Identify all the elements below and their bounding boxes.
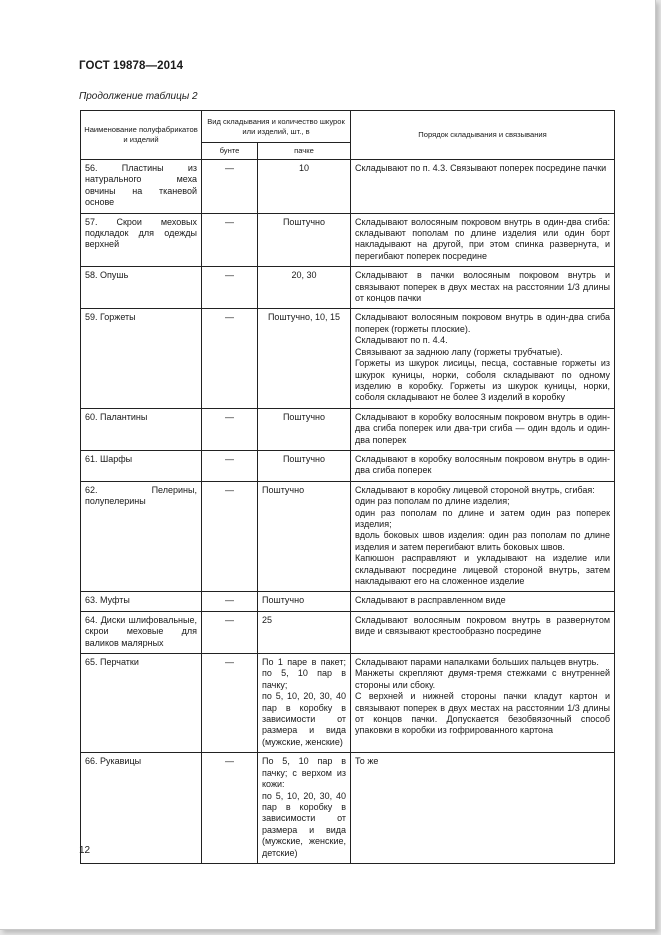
row-order: Складывают по п. 4.3. Связывают поперек посредине пачки [351,160,615,214]
table-header-row [81,111,615,143]
row-bunch: — [202,267,258,309]
table-row [81,592,615,611]
row-order: Складывают парами напалками больших пальцев внутрь. Манжеты скрепляют двумя-тремя стежками с внутренней стороны или сбоку. С верхней и нижней стороны пачки кладут картон и связывают поперек в двух местах на расстоянии 1/3 длины от концов пачки. Допускается безобвязочный способ упаковки в коробки из гофрированного картона [351,654,615,753]
table-row [81,309,615,408]
row-pack: По 1 паре в пакет; по 5, 10 пар в пачку; по 5, 10, 20, 30, 40 пар в коробку в зависимости от размера и вида (мужские, женские) [258,654,351,753]
row-name: 59. Горжеты [81,309,202,408]
table-row [81,267,615,309]
header-pack: пачке [258,143,351,160]
row-pack: 20, 30 [258,267,351,309]
row-name: 64. Диски шлифовальные, скрои меховые для валиков малярных [81,611,202,653]
row-pack: 10 [258,160,351,214]
table-row [81,611,615,653]
row-bunch: — [202,592,258,611]
table-row [81,408,615,450]
row-pack: Поштучно [258,408,351,450]
row-bunch: — [202,654,258,753]
row-pack: Поштучно [258,481,351,592]
row-pack: Поштучно [258,213,351,267]
row-name: 61. Шарфы [81,450,202,481]
header-fold-order: Порядок складывания и связывания [351,111,615,160]
row-order: Складывают в расправленном виде [351,592,615,611]
row-bunch: — [202,309,258,408]
row-name: 63. Муфты [81,592,202,611]
row-name: 66. Рукавицы [81,753,202,864]
row-order: То же [351,753,615,864]
header-fold-type: Вид складывания и количество шкурок или изделий, шт., в [202,111,351,143]
table-row [81,213,615,267]
row-pack: Поштучно [258,450,351,481]
row-order: Складывают в коробку лицевой стороной внутрь, сгибая: один раз пополам по длине изделия; один раз пополам по длине и затем один раз поперек изделия; вдоль боковых швов изделия: один раз пополам по длине изделия и затем перегибают влить боковых швов. Капюшон расправляют и укладывают на изделие или складывают посредине лицевой стороной внутрь, затем накладывают его на сложенное изделие [351,481,615,592]
header-product-name: Наименование полуфабрикатов и изделий [81,111,202,160]
row-order: Складывают волосяным покровом внутрь в развернутом виде и связывают крестообразно посредине [351,611,615,653]
row-name: 60. Палантины [81,408,202,450]
row-order: Складывают волосяным покровом внутрь в один-два сгиба поперек (горжеты плоские). Складывают по п. 4.4. Связывают за заднюю лапу (горжеты трубчатые). Горжеты из шкурок лисицы, песца, составные горжеты из шкурок куницы, норки, соболя складывают по одному изделию в коробку. Горжеты из шкурок куницы, норки, соболя складывают не более 3 изделий в коробку [351,309,615,408]
row-bunch: — [202,213,258,267]
row-pack: Поштучно [258,592,351,611]
row-name: 57. Скрои меховых подкладок для одежды верхней [81,213,202,267]
row-order: Складывают в коробку волосяным покровом внутрь в один-два сгиба поперек [351,450,615,481]
table-continuation-caption: Продолжение таблицы 2 [79,91,198,102]
row-bunch: — [202,160,258,214]
row-order: Складывают в пачки волосяным покровом внутрь и связывают поперек в двух местах на расстоянии 1/3 длины от концов пачки [351,267,615,309]
row-name: 62. Пелерины, полупелерины [81,481,202,592]
table-row [81,654,615,753]
row-bunch: — [202,450,258,481]
row-bunch: — [202,611,258,653]
header-bunch: бунте [202,143,258,160]
packing-table [80,110,615,864]
row-bunch: — [202,753,258,864]
row-name: 56. Пластины из натурального меха овчины на тканевой основе [81,160,202,214]
row-bunch: — [202,408,258,450]
document-code: ГОСТ 19878—2014 [79,60,184,72]
row-pack: По 5, 10 пар в пачку; с верхом из кожи: по 5, 10, 20, 30, 40 пар в коробку в зависимости от размера и вида (мужские, женские, детские) [258,753,351,864]
row-pack: Поштучно, 10, 15 [258,309,351,408]
table-row [81,753,615,864]
row-pack: 25 [258,611,351,653]
row-bunch: — [202,481,258,592]
row-order: Складывают в коробку волосяным покровом внутрь в один-два сгиба поперек или два-три сгиба — один вдоль и один-два поперек [351,408,615,450]
table-row [81,481,615,592]
row-order: Складывают волосяным покровом внутрь в один-два сгиба: складывают пополам по длине изделия или один борт накладывают на другой, при этом спинка развернута, и перегибают поперек посредине [351,213,615,267]
row-name: 65. Перчатки [81,654,202,753]
table-row [81,450,615,481]
table-row [81,160,615,214]
row-name: 58. Опушь [81,267,202,309]
page-number: 12 [79,845,91,856]
